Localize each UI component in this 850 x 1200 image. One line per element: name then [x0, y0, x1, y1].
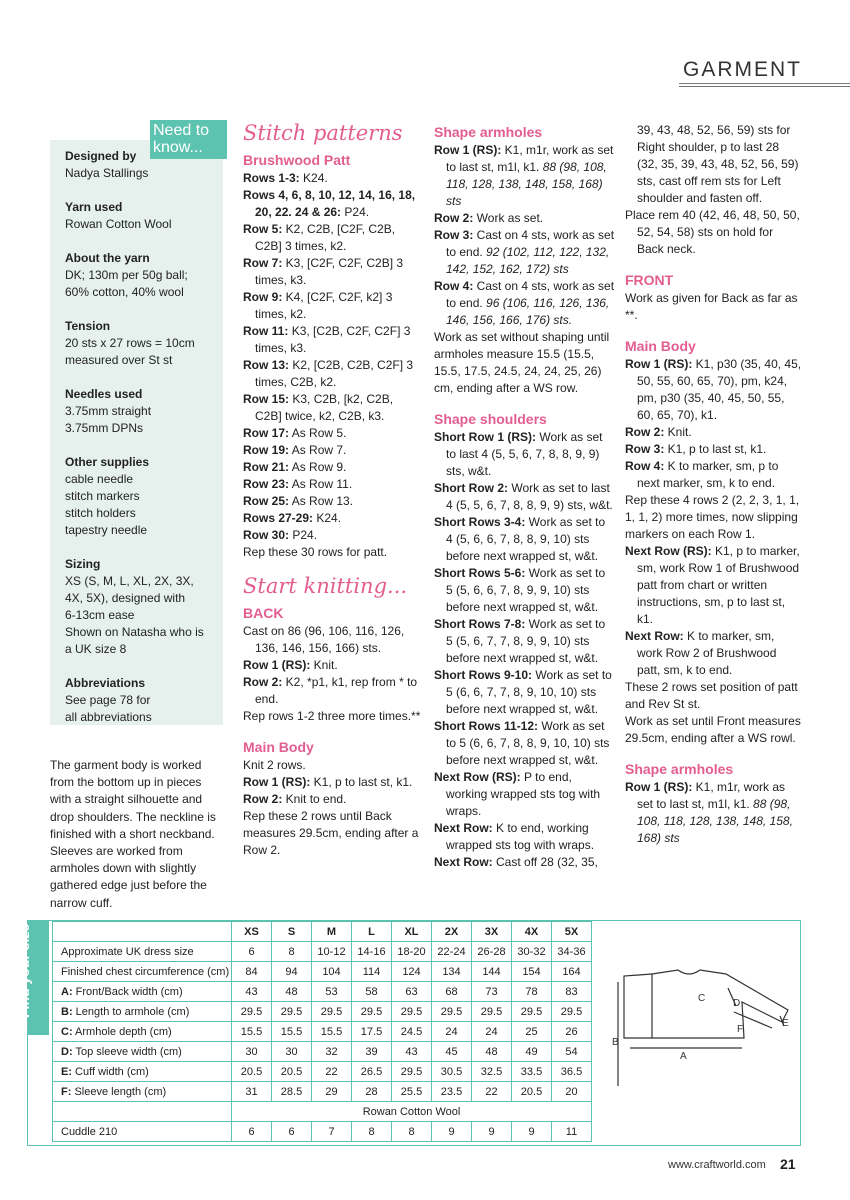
instruction: Row 1 (RS): K1, p to last st, k1. [243, 775, 413, 789]
row-prefix: F: [61, 1085, 72, 1098]
table-cell: 84 [232, 962, 272, 982]
tension-line: measured over St st [65, 353, 173, 367]
table-cell: 124 [392, 962, 432, 982]
table-cell: 114 [352, 962, 392, 982]
sizing-line: XS (S, M, L, XL, 2X, 3X, [65, 574, 194, 588]
row-label-text: Approximate UK dress size [61, 945, 194, 958]
table-cell: 48 [472, 1042, 512, 1062]
table-cell: 24 [472, 1022, 512, 1042]
size-table [52, 921, 592, 1142]
table-cell: 36.5 [552, 1062, 592, 1082]
row-label [53, 942, 232, 962]
instruction: Row 25: As Row 13. [243, 494, 354, 508]
instruction: Row 21: As Row 9. [243, 460, 347, 474]
instruction: Rows 27-29: K24. [243, 511, 342, 525]
table-cell: 8 [272, 942, 312, 962]
row-label-text: Finished chest circumference (cm) [61, 965, 230, 978]
dimension-label: C [698, 993, 706, 1004]
table-cell: 45 [432, 1042, 472, 1062]
table-cell: 34-36 [552, 942, 592, 962]
supplies-label: Other supplies [65, 455, 150, 469]
size-header: 2X [432, 922, 472, 942]
row-prefix: B: [61, 1005, 73, 1018]
table-cell: 20.5 [232, 1062, 272, 1082]
table-cell: 10-12 [312, 942, 352, 962]
designed-by-value: Nadya Stallings [65, 166, 149, 180]
row-label-text: Sleeve length (cm) [71, 1085, 167, 1098]
instruction: Row 30: P24. [243, 528, 318, 542]
table-cell: 30.5 [432, 1062, 472, 1082]
table-cell: 20 [552, 1082, 592, 1102]
instruction: Work as given for Back as far as **. [625, 291, 798, 322]
instruction: Rep these 4 rows 2 (2, 2, 3, 1, 1, 1, 1, 2) more times, now slipping markers on each Row 1. [625, 493, 800, 541]
row-label: Cuddle 210 [53, 1122, 232, 1142]
size-header: S [272, 922, 312, 942]
size-header: 3X [472, 922, 512, 942]
tension-label: Tension [65, 319, 111, 333]
table-cell: 8 [392, 1122, 432, 1142]
abbreviations-line: all abbreviations [65, 710, 152, 724]
header-blank [53, 1102, 232, 1122]
needles-line: 3.75mm DPNs [65, 421, 144, 435]
need-to-know-content [65, 148, 220, 743]
header-blank [53, 922, 232, 942]
table-cell: 68 [432, 982, 472, 1002]
instruction: Row 17: As Row 5. [243, 426, 347, 440]
header-rule [679, 83, 850, 84]
instruction: Row 1 (RS): K1, m1r, work as set to last st, m1l, k1. 88 (98, 108, 118, 128, 138, 148, 158, 168) sts [625, 780, 793, 845]
table-cell: 29.5 [552, 1002, 592, 1022]
footer-url[interactable]: www.craftworld.com [668, 1159, 766, 1171]
instruction: Next Row: Cast off 28 (32, 35, [434, 855, 598, 869]
instruction: Cast on 86 (96, 106, 116, 126, 136, 146, 156, 166) sts. [243, 624, 405, 655]
supplies-line: stitch markers [65, 489, 140, 503]
table-cell: 18-20 [392, 942, 432, 962]
row-prefix: E: [61, 1065, 72, 1078]
table-cell: 6 [232, 942, 272, 962]
table-cell: 43 [232, 982, 272, 1002]
table-cell: 15.5 [312, 1022, 352, 1042]
dimension-label: D [733, 998, 741, 1009]
instruction: Short Rows 7-8: Work as set to 5 (5, 6, 7, 7, 8, 9, 9, 10) sts before next wrapped st, w&t. [434, 617, 606, 665]
supplies-line: cable needle [65, 472, 134, 486]
column-3 [625, 122, 803, 847]
instruction: These 2 rows set position of patt and Rev St st. [625, 680, 798, 711]
instruction: Short Rows 3-4: Work as set to 4 (5, 6, 6, 7, 8, 8, 9, 10) sts before next wrapped st, w&t. [434, 515, 606, 563]
table-cell: 28 [352, 1082, 392, 1102]
sizing-line: 4X, 5X), designed with [65, 591, 186, 605]
table-cell: 104 [312, 962, 352, 982]
table-cell: 53 [312, 982, 352, 1002]
table-row [53, 1062, 592, 1082]
table-cell: 29.5 [392, 1002, 432, 1022]
garment-outline [652, 970, 788, 1038]
table-cell: 39 [352, 1042, 392, 1062]
yarn-used-label: Yarn used [65, 200, 123, 214]
table-cell: 29.5 [272, 1002, 312, 1022]
table-cell: 30 [272, 1042, 312, 1062]
instruction: Knit 2 rows. [243, 758, 306, 772]
instruction: Row 2: K2, *p1, k1, rep from * to end. [243, 675, 418, 706]
table-cell: 164 [552, 962, 592, 982]
main-body-heading: Main Body [625, 338, 696, 354]
table-cell: 144 [472, 962, 512, 982]
instruction: Row 2: Knit to end. [243, 792, 347, 806]
instruction: Short Row 1 (RS): Work as set to last 4 (5, 5, 6, 7, 8, 8, 9, 9) sts, w&t. [434, 430, 603, 478]
instruction: Rows 1-3: K24. [243, 171, 328, 185]
designed-by-label: Designed by [65, 149, 137, 163]
table-cell: 7 [312, 1122, 352, 1142]
instruction: Rep these 30 rows for patt. [243, 545, 388, 559]
column-1 [243, 120, 423, 859]
row-label [53, 962, 232, 982]
table-cell: 32 [312, 1042, 352, 1062]
supplies-line: tapestry needle [65, 523, 148, 537]
table-row [53, 1042, 592, 1062]
table-cell: 22-24 [432, 942, 472, 962]
instruction: Place rem 40 (42, 46, 48, 50, 50, 52, 54, 58) sts on hold for Back neck. [625, 208, 800, 256]
main-body-heading: Main Body [243, 739, 314, 755]
table-row [53, 1082, 592, 1102]
instruction: Row 3: K1, p to last st, k1. [625, 442, 767, 456]
instruction: Row 9: K4, [C2F, C2F, k2] 3 times, k2. [243, 290, 393, 321]
row-prefix: A: [61, 985, 73, 998]
table-cell: 22 [312, 1062, 352, 1082]
table-cell: 26 [552, 1022, 592, 1042]
row-label-text: Top sleeve width (cm) [72, 1045, 182, 1058]
size-header-row [53, 922, 592, 942]
table-cell: 29.5 [312, 1002, 352, 1022]
sizing-label: Sizing [65, 557, 101, 571]
instruction: Short Row 2: Work as set to last 4 (5, 5, 6, 7, 8, 8, 9, 9) sts, w&t. [434, 481, 613, 512]
shape-armholes-heading: Shape armholes [434, 124, 543, 140]
table-cell: 49 [512, 1042, 552, 1062]
table-cell: 29.5 [512, 1002, 552, 1022]
brushwood-heading: Brushwood Patt [243, 152, 351, 168]
instruction: Row 1 (RS): K1, p30 (35, 40, 45, 50, 55, 60, 65, 70), pm, k24, pm, p30 (35, 40, 45, 50, 55, 60, 65, 70), k1. [625, 357, 802, 422]
table-row [53, 982, 592, 1002]
table-cell: 32.5 [472, 1062, 512, 1082]
page-number: 21 [780, 1156, 796, 1172]
row-label [53, 1002, 232, 1022]
row-label-text: Front/Back width (cm) [72, 985, 183, 998]
start-knitting-heading: Start knitting... [243, 574, 408, 598]
yarn-header: Rowan Cotton Wool [232, 1102, 592, 1122]
instruction: Work as set until Front measures 29.5cm, ending after a WS rowl. [625, 714, 801, 745]
garment-schematic [612, 960, 797, 1100]
table-cell: 29.5 [352, 1002, 392, 1022]
instruction: Row 2: Knit. [625, 425, 692, 439]
instruction: Row 13: K2, [C2B, C2B, C2F] 3 times, C2B, k2. [243, 358, 414, 389]
row-prefix: D: [61, 1045, 73, 1058]
table-cell: 28.5 [272, 1082, 312, 1102]
row-label-text: Armhole depth (cm) [72, 1025, 172, 1038]
row-label-text: Length to armhole (cm) [72, 1005, 190, 1018]
row-label [53, 1062, 232, 1082]
table-row [53, 1122, 592, 1142]
table-cell: 26-28 [472, 942, 512, 962]
table-cell: 48 [272, 982, 312, 1002]
row-prefix: C: [61, 1025, 73, 1038]
instruction: Next Row: K to end, working wrapped sts tog with wraps. [434, 821, 595, 852]
instruction: Row 4: Cast on 4 sts, work as set to end. 96 (106, 116, 126, 136, 146, 156, 166, 176) sts. [434, 279, 615, 327]
intro-paragraph: The garment body is worked from the bottom up in pieces with a straight silhouette and drop shoulders. The neckline is finished with a short neckband. Sleeves are worked from armholes down with slightly gathered edge just before the narrow cuff. [50, 758, 216, 910]
find-your-size-label: Find your size [16, 923, 32, 1018]
yarn-used-value: Rowan Cotton Wool [65, 217, 172, 231]
table-cell: 83 [552, 982, 592, 1002]
sizing-line: 6-13cm ease [65, 608, 135, 622]
table-row [53, 1002, 592, 1022]
instruction: Rows 4, 6, 8, 10, 12, 14, 16, 18, 20, 22. 24 & 26: P24. [243, 188, 416, 219]
instruction: Next Row: K to marker, sm, work Row 2 of Brushwood patt, sm, k to end. [625, 629, 777, 677]
instruction: Row 1 (RS): K1, m1r, work as set to last st, m1l, k1. 88 (98, 108, 118, 128, 138, 148, 158, 168) sts [434, 143, 614, 208]
table-cell: 94 [272, 962, 312, 982]
row-label [53, 982, 232, 1002]
garment-outline [624, 974, 652, 1038]
table-cell: 24 [432, 1022, 472, 1042]
size-header: XS [232, 922, 272, 942]
instruction: Row 2: Work as set. [434, 211, 544, 225]
table-cell: 9 [432, 1122, 472, 1142]
table-cell: 33.5 [512, 1062, 552, 1082]
table-cell: 23.5 [432, 1082, 472, 1102]
dimension-label: B [612, 1037, 619, 1048]
size-header: 5X [552, 922, 592, 942]
sizing-line: a UK size 8 [65, 642, 127, 656]
instruction: Row 11: K3, [C2B, C2F, C2F] 3 times, k3. [243, 324, 411, 355]
needles-label: Needles used [65, 387, 143, 401]
table-row [53, 942, 592, 962]
yarn-header-row [53, 1102, 592, 1122]
about-yarn-line: 60% cotton, 40% wool [65, 285, 184, 299]
instruction: Next Row (RS): P to end, working wrapped sts tog with wraps. [434, 770, 601, 818]
instruction: Row 15: K3, C2B, [k2, C2B, C2B] twice, k2, C2B, k3. [243, 392, 394, 423]
row-label [53, 1042, 232, 1062]
dimension-label: A [680, 1051, 687, 1062]
table-cell: 54 [552, 1042, 592, 1062]
table-row [53, 1022, 592, 1042]
need-to-know-title: Need to know... [150, 120, 227, 159]
instruction: Short Rows 11-12: Work as set to 5 (6, 6, 7, 8, 8, 9, 10, 10) sts before next wrapped st, w&t. [434, 719, 610, 767]
instruction: Row 5: K2, C2B, [C2F, C2B, C2B] 3 times, k2. [243, 222, 396, 253]
table-cell: 78 [512, 982, 552, 1002]
dimension-label: E [782, 1018, 789, 1029]
instruction: Row 19: As Row 7. [243, 443, 347, 457]
abbreviations-label: Abbreviations [65, 676, 146, 690]
section-title: GARMENT [683, 58, 802, 81]
shape-armholes-heading: Shape armholes [625, 761, 734, 777]
table-cell: 26.5 [352, 1062, 392, 1082]
instruction: Row 4: K to marker, sm, p to next marker, sm, k to end. [625, 459, 779, 490]
dimension-label: F [737, 1024, 744, 1035]
size-header: XL [392, 922, 432, 942]
header-rule [679, 86, 850, 87]
table-cell: 15.5 [272, 1022, 312, 1042]
table-cell: 30-32 [512, 942, 552, 962]
table-cell: 14-16 [352, 942, 392, 962]
table-cell: 63 [392, 982, 432, 1002]
instruction: Row 23: As Row 11. [243, 477, 353, 491]
table-cell: 29.5 [392, 1062, 432, 1082]
size-header: M [312, 922, 352, 942]
table-cell: 154 [512, 962, 552, 982]
instruction: Row 1 (RS): Knit. [243, 658, 338, 672]
table-cell: 29 [312, 1082, 352, 1102]
instruction: 39, 43, 48, 52, 56, 59) sts for Right shoulder, p to last 28 (32, 35, 39, 43, 48, 52, 56, 59) sts, cast off rem sts for Left shoulder and fasten off. [637, 123, 799, 205]
instruction: Rep these 2 rows until Back measures 29.5cm, ending after a Row 2. [243, 809, 419, 857]
instruction: Short Rows 9-10: Work as set to 5 (6, 6, 7, 7, 8, 9, 10, 10) sts before next wrapped st, w&t. [434, 668, 612, 716]
table-cell: 15.5 [232, 1022, 272, 1042]
size-header: L [352, 922, 392, 942]
table-cell: 29.5 [432, 1002, 472, 1022]
instruction: Work as set without shaping until armholes measure 15.5 (15.5, 15.5, 17.5, 24.5, 24, 24, 25, 26) cm, ending after a WS row. [434, 330, 610, 395]
instruction: Row 3: Cast on 4 sts, work as set to end. 92 (102, 112, 122, 132, 142, 152, 162, 172) sts [434, 228, 615, 276]
table-cell: 25 [512, 1022, 552, 1042]
table-cell: 17.5 [352, 1022, 392, 1042]
back-heading: BACK [243, 605, 284, 621]
abbreviations-line: See page 78 for [65, 693, 151, 707]
instruction: Next Row (RS): K1, p to marker, sm, work Row 1 of Brushwood patt from chart or written instructions, sm, p to last st, k1. [625, 544, 800, 626]
table-cell: 24.5 [392, 1022, 432, 1042]
table-row [53, 962, 592, 982]
size-header: 4X [512, 922, 552, 942]
table-cell: 20.5 [272, 1062, 312, 1082]
column-2 [434, 122, 615, 871]
table-cell: 8 [352, 1122, 392, 1142]
front-heading: FRONT [625, 272, 674, 288]
table-cell: 43 [392, 1042, 432, 1062]
instruction: Short Rows 5-6: Work as set to 5 (5, 6, 6, 7, 8, 9, 9, 10) sts before next wrapped st, w&t. [434, 566, 606, 614]
stitch-patterns-heading: Stitch patterns [243, 121, 403, 145]
supplies-line: stitch holders [65, 506, 136, 520]
about-yarn-label: About the yarn [65, 251, 150, 265]
instruction: Row 7: K3, [C2F, C2F, C2B] 3 times, k3. [243, 256, 404, 287]
table-cell: 29.5 [232, 1002, 272, 1022]
row-label-text: Cuff width (cm) [72, 1065, 149, 1078]
row-label [53, 1082, 232, 1102]
table-cell: 134 [432, 962, 472, 982]
table-cell: 9 [512, 1122, 552, 1142]
sizing-line: Shown on Natasha who is [65, 625, 204, 639]
table-cell: 31 [232, 1082, 272, 1102]
tension-line: 20 sts x 27 rows = 10cm [65, 336, 195, 350]
table-cell: 25.5 [392, 1082, 432, 1102]
table-cell: 29.5 [472, 1002, 512, 1022]
table-cell: 11 [552, 1122, 592, 1142]
table-cell: 6 [272, 1122, 312, 1142]
table-cell: 20.5 [512, 1082, 552, 1102]
about-yarn-line: DK; 130m per 50g ball; [65, 268, 188, 282]
row-label [53, 1022, 232, 1042]
table-cell: 22 [472, 1082, 512, 1102]
table-cell: 73 [472, 982, 512, 1002]
shape-shoulders-heading: Shape shoulders [434, 411, 547, 427]
table-cell: 58 [352, 982, 392, 1002]
instruction: Rep rows 1-2 three more times.** [243, 709, 421, 723]
needles-line: 3.75mm straight [65, 404, 152, 418]
table-cell: 6 [232, 1122, 272, 1142]
table-cell: 30 [232, 1042, 272, 1062]
table-cell: 9 [472, 1122, 512, 1142]
